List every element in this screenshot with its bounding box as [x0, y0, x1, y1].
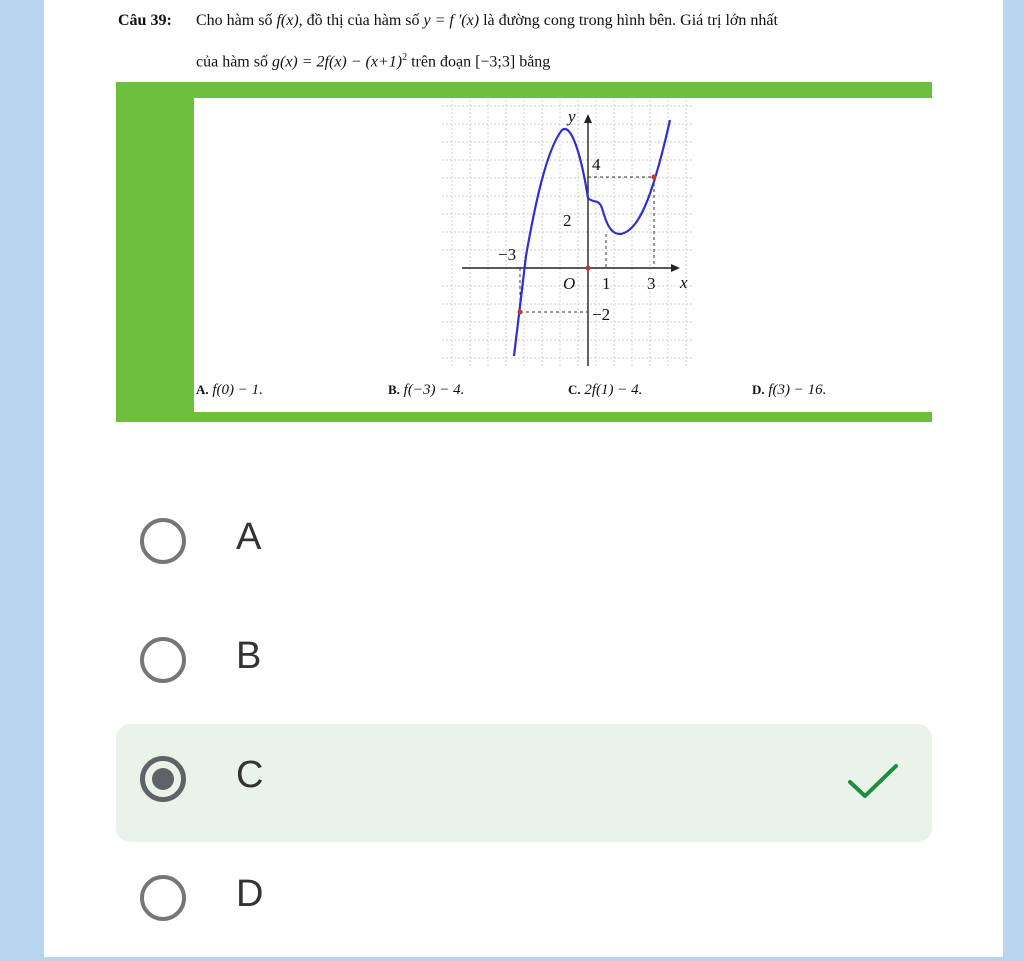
answer-choice-a: [196, 382, 263, 399]
x-axis-label: x: [680, 273, 688, 292]
derivative-graph: [442, 100, 692, 368]
answer-choice-b: [388, 382, 464, 399]
radio-button-b[interactable]: [140, 637, 186, 683]
option-label-d: D: [236, 873, 264, 915]
answer-letter: C.: [568, 382, 581, 397]
radio-selected-dot: [152, 768, 174, 790]
math-interval: [−3;3]: [475, 53, 516, 71]
math-fx: f(x): [276, 12, 299, 29]
text-segment: bằng: [515, 53, 551, 71]
y-axis-label: y: [568, 107, 576, 126]
option-label-c: C: [236, 754, 264, 796]
option-label-b: B: [236, 635, 262, 677]
frame-left-bar: [116, 82, 194, 422]
quiz-card: [44, 0, 1003, 957]
answer-letter: A.: [196, 382, 209, 397]
answer-letter: D.: [752, 382, 765, 397]
tick-label-minus2: −2: [592, 305, 611, 324]
radio-button-d[interactable]: [140, 875, 186, 921]
text-segment: Cho hàm số: [196, 12, 277, 29]
answer-choice-c: [568, 382, 642, 399]
tick-label-1: 1: [602, 274, 611, 293]
option-label-a: A: [236, 516, 262, 558]
tick-label-4: 4: [592, 155, 601, 174]
answer-choice-d: [752, 382, 826, 399]
y-axis-arrow: [584, 114, 592, 123]
answer-text: f(3) − 16.: [768, 382, 827, 398]
option-c[interactable]: [116, 724, 932, 842]
option-d[interactable]: [116, 843, 932, 961]
origin-label: O: [563, 274, 576, 293]
radio-button-c[interactable]: [140, 756, 186, 802]
question-text-line1: [196, 12, 778, 30]
tick-label-2: 2: [563, 211, 572, 230]
answer-text: f(−3) − 4.: [403, 382, 465, 398]
text-segment: là đường cong trong hình bên. Giá trị lớn nhất: [479, 12, 778, 29]
text-segment: , đồ thị của hàm số: [298, 12, 424, 29]
frame-top-bar: [116, 82, 932, 98]
math-derivative: y = f '(x): [423, 12, 480, 29]
answer-letter: B.: [388, 382, 400, 397]
option-a[interactable]: [116, 486, 932, 604]
text-segment: của hàm số: [196, 53, 272, 71]
answer-text: f(0) − 1.: [212, 382, 263, 398]
correct-check-icon: [846, 762, 900, 804]
frame-bottom-bar: [116, 412, 932, 422]
question-number: Câu 39:: [118, 12, 172, 29]
radio-button-a[interactable]: [140, 518, 186, 564]
tick-label-3: 3: [647, 274, 656, 293]
text-segment: trên đoạn: [407, 53, 476, 71]
tick-label-minus3: −3: [498, 245, 517, 264]
option-b[interactable]: [116, 605, 932, 723]
answer-text: 2f(1) − 4.: [584, 382, 643, 398]
x-axis-arrow: [671, 264, 680, 272]
math-gx: g(x) = 2f(x) − (x+1): [271, 53, 403, 71]
math-exponent: 2: [402, 52, 408, 63]
question-text-line2: [196, 52, 550, 71]
